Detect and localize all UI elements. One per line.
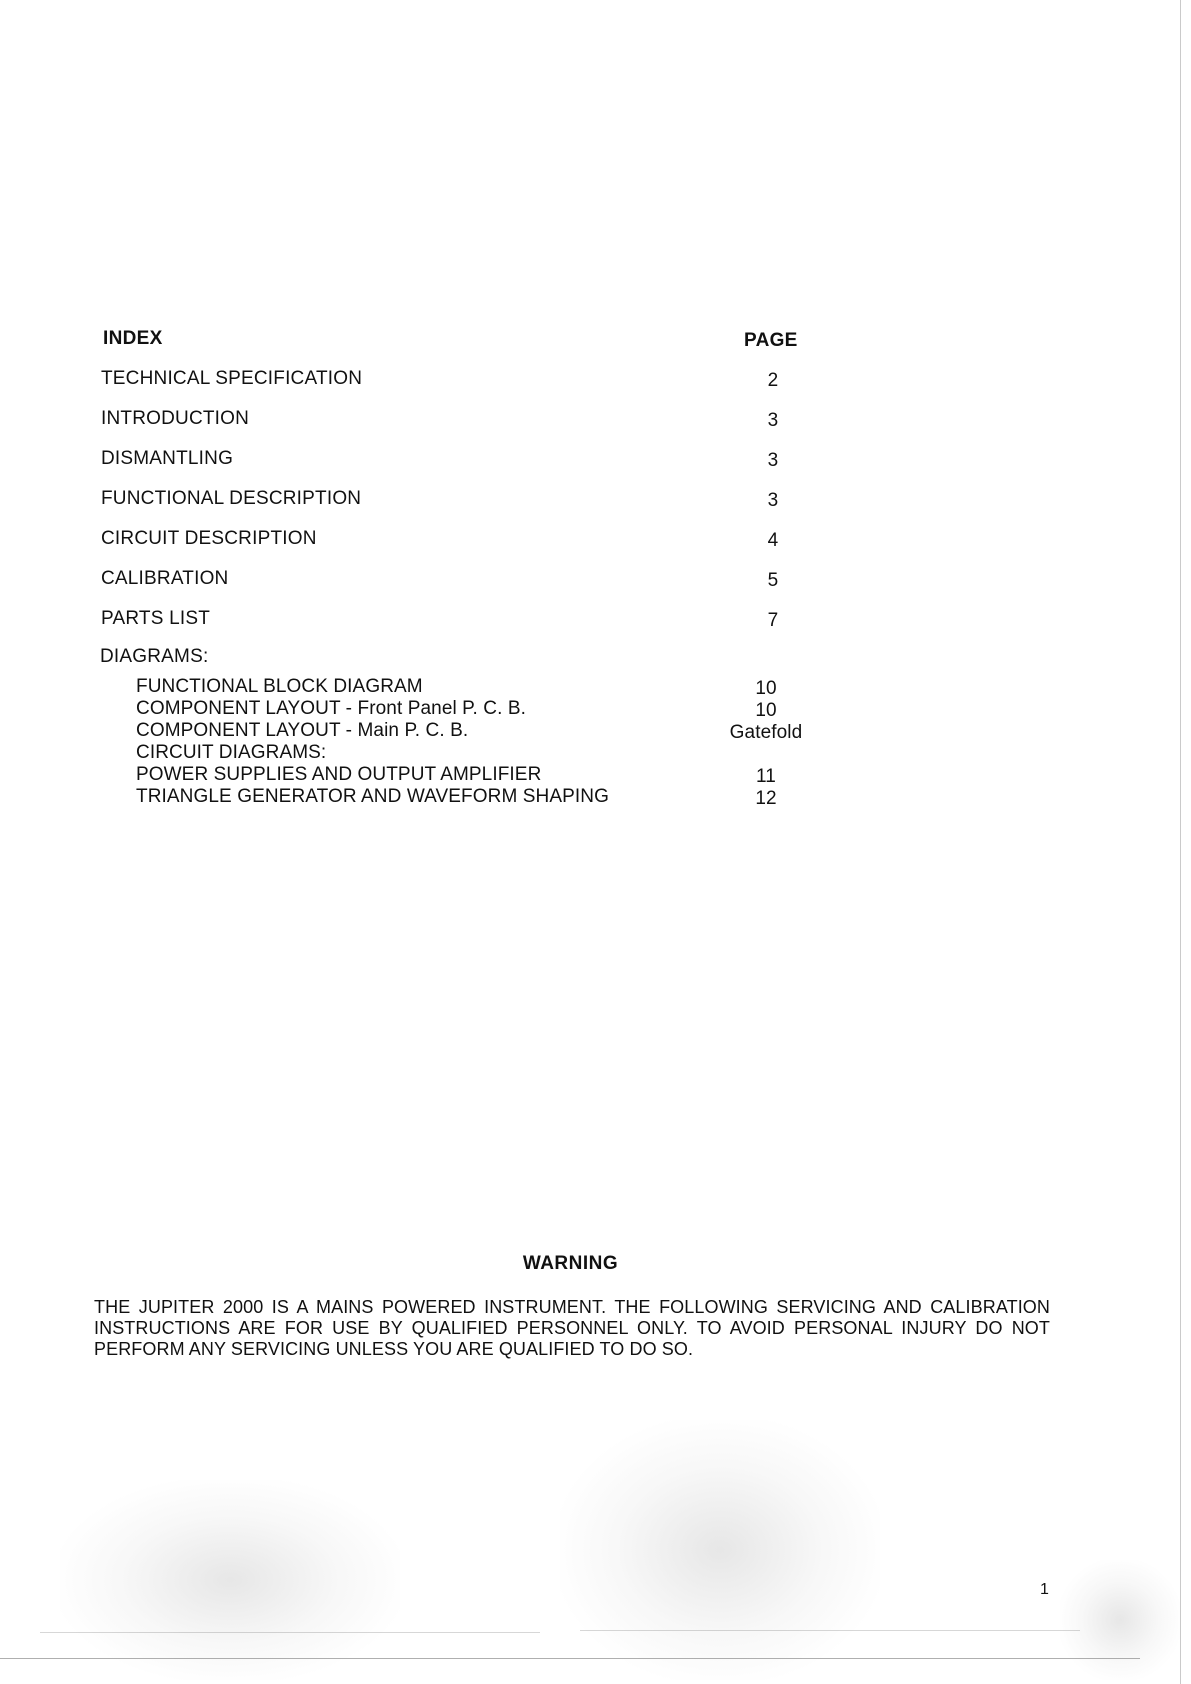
entry-label: INTRODUCTION [101, 408, 250, 429]
diagram-entry-label: POWER SUPPLIES AND OUTPUT AMPLIFIER [136, 764, 542, 785]
warning-title: WARNING [522, 1253, 619, 1274]
warning-text: THE JUPITER 2000 IS A MAINS POWERED INSTRUMENT. THE FOLLOWING SERVICING AND CALIBRATION INSTRUCTIONS ARE FOR USE BY QUALIFIED PERSONNEL ONLY. TO AVOID PERSONAL INJURY DO NOT PERFORM ANY SERVICING UNLESS YOU ARE QUALIFIED TO DO SO. [94, 1297, 1050, 1359]
index-title: INDEX [103, 328, 163, 349]
entry-page: 3 [767, 410, 779, 431]
scan-noise [1060, 1560, 1180, 1680]
entry-label: FUNCTIONAL DESCRIPTION [101, 488, 362, 509]
diagram-entry [136, 676, 836, 698]
diagram-entry-label: CIRCUIT DIAGRAMS: [136, 742, 327, 763]
index-entry [101, 528, 801, 568]
entry-label: DISMANTLING [101, 448, 234, 469]
diagrams-heading: DIAGRAMS: [100, 646, 209, 667]
diagram-entries [136, 676, 836, 808]
diagram-entry-label: COMPONENT LAYOUT - Front Panel P. C. B. [136, 698, 526, 719]
index-entry [101, 408, 801, 448]
scan-rule [580, 1630, 1080, 1631]
diagram-entry-page: 10 [755, 700, 777, 721]
index-entry [101, 448, 801, 488]
entry-page: 5 [767, 570, 779, 591]
index-entry [101, 568, 801, 608]
diagram-entry-label: TRIANGLE GENERATOR AND WAVEFORM SHAPING [136, 786, 609, 807]
entry-page: 4 [767, 530, 779, 551]
diagram-entry-page: 11 [756, 766, 776, 787]
diagram-entry [136, 720, 836, 742]
index-entry [101, 488, 801, 528]
diagram-entry-label: COMPONENT LAYOUT - Main P. C. B. [136, 720, 469, 741]
scan-noise [560, 1420, 880, 1680]
diagram-entry-page: Gatefold [729, 722, 803, 743]
diagram-entry [136, 764, 836, 786]
index-entry [101, 608, 801, 648]
entry-label: CIRCUIT DESCRIPTION [101, 528, 317, 549]
entry-page: 2 [767, 370, 779, 391]
diagram-entry-page: 10 [755, 678, 777, 699]
scan-noise [60, 1480, 400, 1680]
page-number: 1 [1040, 1581, 1049, 1598]
diagram-entry [136, 742, 836, 764]
diagram-entry-label: FUNCTIONAL BLOCK DIAGRAM [136, 676, 423, 697]
scan-edge-line [1180, 0, 1181, 1684]
entry-label: PARTS LIST [101, 608, 210, 629]
entry-page: 3 [767, 450, 779, 471]
diagram-entry [136, 698, 836, 720]
scan-rule [0, 1658, 1140, 1659]
entry-page: 7 [767, 610, 779, 631]
entry-label: TECHNICAL SPECIFICATION [101, 368, 363, 389]
index-entries [101, 368, 801, 648]
scan-rule [40, 1632, 540, 1633]
entry-page: 3 [767, 490, 779, 511]
entry-label: CALIBRATION [101, 568, 229, 589]
diagram-entry [136, 786, 836, 808]
page-column-header: PAGE [744, 330, 798, 351]
index-entry [101, 368, 801, 408]
diagram-entry-page: 12 [755, 788, 777, 809]
